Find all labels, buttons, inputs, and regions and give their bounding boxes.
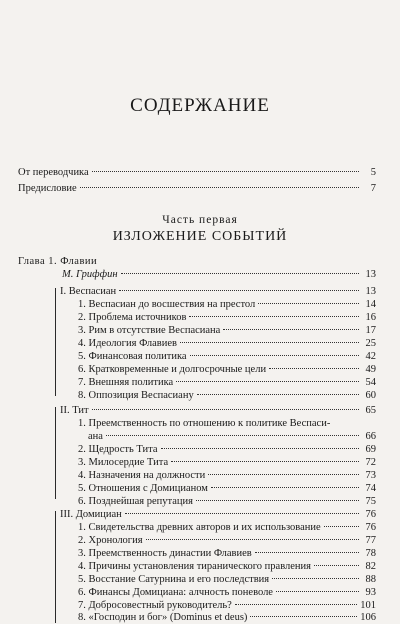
entry-page: 74 — [365, 483, 376, 494]
dot-leader — [176, 381, 359, 382]
entry-label: 2. Хронология — [78, 535, 143, 546]
dot-leader — [223, 329, 359, 330]
entry-page: 60 — [365, 390, 376, 401]
entry-page: 54 — [365, 377, 376, 388]
section-entry — [60, 404, 376, 417]
entry-page: 78 — [365, 548, 376, 559]
entry-page: 93 — [365, 587, 376, 598]
toc-entry — [78, 586, 376, 599]
toc-entry — [18, 166, 376, 179]
dot-leader — [208, 474, 359, 475]
dot-leader — [171, 461, 359, 462]
toc-entry — [78, 482, 376, 495]
entry-label: 3. Милосердие Тита — [78, 457, 169, 468]
entry-page: 101 — [360, 600, 376, 611]
entry-page: 88 — [365, 574, 376, 585]
toc-entry — [78, 611, 376, 624]
dot-leader — [197, 394, 359, 395]
entry-label: 7. Добросовестный руководитель? — [78, 600, 232, 611]
dot-leader — [269, 368, 359, 369]
dot-leader — [189, 316, 359, 317]
entry-label: 3. Рим в отсутствие Веспасиана — [78, 325, 221, 336]
entry-page: 73 — [365, 470, 376, 481]
entry-label: 8. Оппозиция Веспасиану — [78, 390, 194, 401]
toc-entry — [78, 376, 376, 389]
chapter-author: М. Гриффин — [62, 269, 118, 280]
toc-entry — [78, 311, 376, 324]
entry-page: 76 — [365, 522, 376, 533]
entry-page: 25 — [365, 338, 376, 349]
chapter-title: Глава 1. Флавии — [18, 256, 98, 267]
chapter-author-entry — [62, 268, 376, 281]
entry-page: 75 — [365, 496, 376, 507]
entry-label: ана — [88, 431, 103, 442]
dot-leader — [314, 565, 359, 566]
entry-page: 82 — [365, 561, 376, 572]
section-label: II. Тит — [60, 405, 89, 416]
toc-entry — [78, 363, 376, 376]
entry-page: 65 — [365, 405, 376, 416]
dot-leader — [92, 409, 359, 410]
page-title: СОДЕРЖАНИЕ — [130, 95, 270, 116]
dot-leader — [106, 435, 359, 436]
toc-entry — [78, 456, 376, 469]
entry-page: 76 — [365, 509, 376, 520]
toc-entry — [78, 337, 376, 350]
entry-page: 106 — [360, 612, 376, 623]
toc-entry — [78, 495, 376, 508]
dot-leader — [250, 616, 357, 617]
section-entry — [60, 285, 376, 298]
entry-label: 6. Позднейшая репутация — [78, 496, 193, 507]
dot-leader — [196, 500, 359, 501]
entry-label: 5. Восстание Сатурнина и его последствия — [78, 574, 270, 585]
toc-entry — [78, 389, 376, 402]
entry-label: 6. Финансы Домициана: алчность поневоле — [78, 587, 273, 598]
dot-leader — [125, 513, 359, 514]
toc-entry — [78, 350, 376, 363]
dot-leader — [190, 355, 359, 356]
entry-label: 6. Кратковременные и долгосрочные цели — [78, 364, 267, 375]
entry-page: 7 — [370, 183, 376, 194]
toc-entry — [78, 298, 376, 311]
entry-page: 13 — [365, 286, 376, 297]
section-entry — [60, 508, 376, 521]
entry-label: 5. Финансовая политика — [78, 351, 187, 362]
dot-leader — [276, 591, 359, 592]
dot-leader — [80, 187, 359, 188]
entry-page: 16 — [365, 312, 376, 323]
toc-entry — [78, 324, 376, 337]
entry-label: 1. Преемственность по отношению к политике Веспаси- — [78, 418, 331, 429]
section-label: I. Веспасиан — [60, 286, 117, 297]
entry-label: 1. Веспасиан до восшествия на престол — [78, 299, 256, 310]
section-bracket — [55, 288, 65, 396]
entry-page: 66 — [365, 431, 376, 442]
dot-leader — [119, 290, 359, 291]
entry-label: 5. Отношения с Домицианом — [78, 483, 208, 494]
section-bracket — [55, 511, 65, 623]
dot-leader — [161, 448, 359, 449]
toc-entry — [78, 547, 376, 560]
dot-leader — [121, 273, 359, 274]
entry-label: 7. Внешняя политика — [78, 377, 174, 388]
entry-label: 1. Свидетельства древних авторов и их использование — [78, 522, 321, 533]
dot-leader — [235, 604, 357, 605]
dot-leader — [146, 539, 359, 540]
entry-page: 77 — [365, 535, 376, 546]
toc-entry — [78, 469, 376, 482]
dot-leader — [180, 342, 359, 343]
entry-page: 42 — [365, 351, 376, 362]
entry-label: От переводчика — [18, 167, 89, 178]
section-label: III. Домициан — [60, 509, 122, 520]
dot-leader — [255, 552, 359, 553]
toc-entry — [78, 560, 376, 573]
entry-label: 2. Проблема источников — [78, 312, 187, 323]
toc-entry — [78, 521, 376, 534]
entry-label: 4. Причины установления тиранического правления — [78, 561, 311, 572]
dot-leader — [92, 171, 359, 172]
toc-entry — [78, 443, 376, 456]
entry-page: 13 — [365, 269, 376, 280]
dot-leader — [258, 303, 359, 304]
toc-entry — [78, 417, 376, 430]
entry-page: 5 — [370, 167, 376, 178]
entry-label: 3. Преемственность династии Флавиев — [78, 548, 252, 559]
dot-leader — [324, 526, 359, 527]
part-label: Часть первая — [162, 214, 238, 226]
entry-label: 4. Назначения на должности — [78, 470, 206, 481]
entry-page: 69 — [365, 444, 376, 455]
toc-entry — [88, 430, 376, 443]
toc-entry — [18, 182, 376, 195]
dot-leader — [211, 487, 359, 488]
entry-label: 2. Щедрость Тита — [78, 444, 158, 455]
entry-label: 8. «Господин и бог» (Dominus et deus) — [78, 612, 248, 623]
toc-entry — [78, 573, 376, 586]
entry-page: 17 — [365, 325, 376, 336]
dot-leader — [272, 578, 359, 579]
entry-label: 4. Идеология Флавиев — [78, 338, 177, 349]
entry-page: 72 — [365, 457, 376, 468]
toc-entry — [78, 534, 376, 547]
entry-page: 14 — [365, 299, 376, 310]
part-title: ИЗЛОЖЕНИЕ СОБЫТИЙ — [112, 229, 288, 244]
section-bracket — [55, 407, 65, 499]
entry-page: 49 — [365, 364, 376, 375]
entry-label: Предисловие — [18, 183, 77, 194]
